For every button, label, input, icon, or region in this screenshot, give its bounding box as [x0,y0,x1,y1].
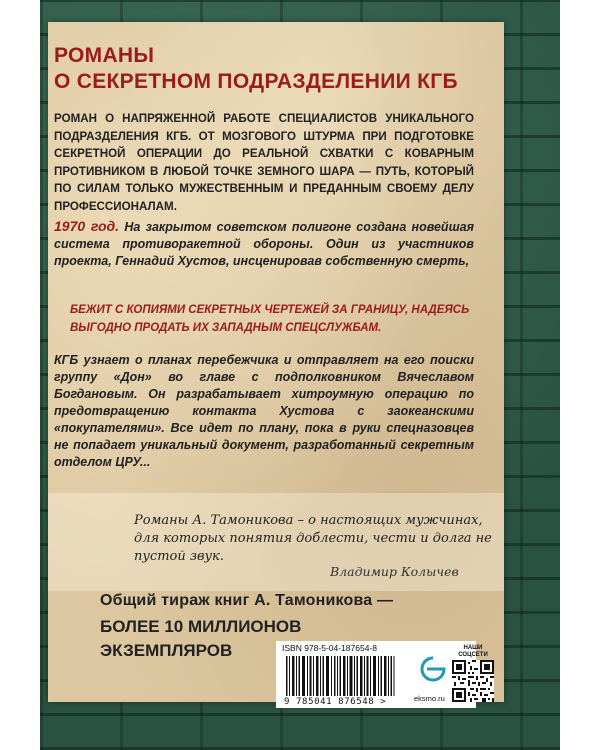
circulation-number [100,615,301,663]
story-paragraph-2: КГБ узнает о планах перебежчика и отправляет на его поиски группу «Дон» во главе с подполковником Вячеславом Богдановым. Он разрабатывает хитроумную операцию по предотвращению контакта Хустова с заокеанскими «покупателями». Все идет по плану, пока в руки спецназовцев не попадает уникальный документ, разработанный секретным отделом ЦРУ... [54,353,474,469]
isbn-text: ISBN 978-5-04-187654-8 [282,643,377,653]
story-paragraph-1 [54,218,474,270]
cover-title-line1: РОМАНЫ [54,44,155,67]
quote-author: Владимир Колычев [330,564,459,579]
publisher-site: eksmo.ru [414,694,445,703]
circulation-line3: ЭКЗЕМПЛЯРОВ [100,641,233,660]
circulation-line: Общий тираж книг А. Тамоникова — [100,592,394,609]
barcode-digits: 9 785041 876548 > [284,697,387,707]
qr-code-icon [452,660,494,702]
qr-label: НАШИ СОЦСЕТИ [458,645,488,658]
circulation-line2: БОЛЕЕ 10 МИЛЛИОНОВ [100,617,302,636]
story-year: 1970 год. [54,218,120,234]
intro-text: РОМАН О НАПРЯЖЕННОЙ РАБОТЕ СПЕЦИАЛИСТОВ УНИКАЛЬНОГО ПОДРАЗДЕЛЕНИЯ КГБ. ОТ МОЗГОВОГО ШТУРМА ПРИ ПОДГОТОВКЕ СЕКРЕТНОЙ ОПЕРАЦИИ ДО РЕАЛЬНОЙ СХВАТКИ С КОВАРНЫМ ПРОТИВНИКОМ В ЛЮБОЙ ТОЧКЕ ЗЕМНОГО ШАРА — ПУТЬ, КОТОРЫЙ ПО СИЛАМ ТОЛЬКО МУЖЕСТВЕННЫМ И ПРЕДАННЫМ СВОЕМУ ДЕЛУ ПРОФЕССИОНАЛАМ. [54,112,474,213]
cover-title-line2: О СЕКРЕТНОМ ПОДРАЗДЕЛЕНИИ КГБ [54,70,458,93]
eksmo-logo-icon [420,656,446,682]
story-paragraph-1-text: На закрытом советском полигоне создана новейшая система противоракетной обороны. Один из участников проекта, Геннадий Хустов, инсценировав собственную смерть, [54,220,474,268]
story-highlight: БЕЖИТ С КОПИЯМИ СЕКРЕТНЫХ ЧЕРТЕЖЕЙ ЗА ГРАНИЦУ, НАДЕЯСЬ ВЫГОДНО ПРОДАТЬ ИХ ЗАПАДНЫМ СПЕЦСЛУЖБАМ. [70,304,470,334]
author-quote: Романы А. Тамоникова – о настоящих мужчинах, для которых понятия доблести, чести и долга не пустой звук. [134,513,492,564]
barcode-icon [286,656,396,696]
